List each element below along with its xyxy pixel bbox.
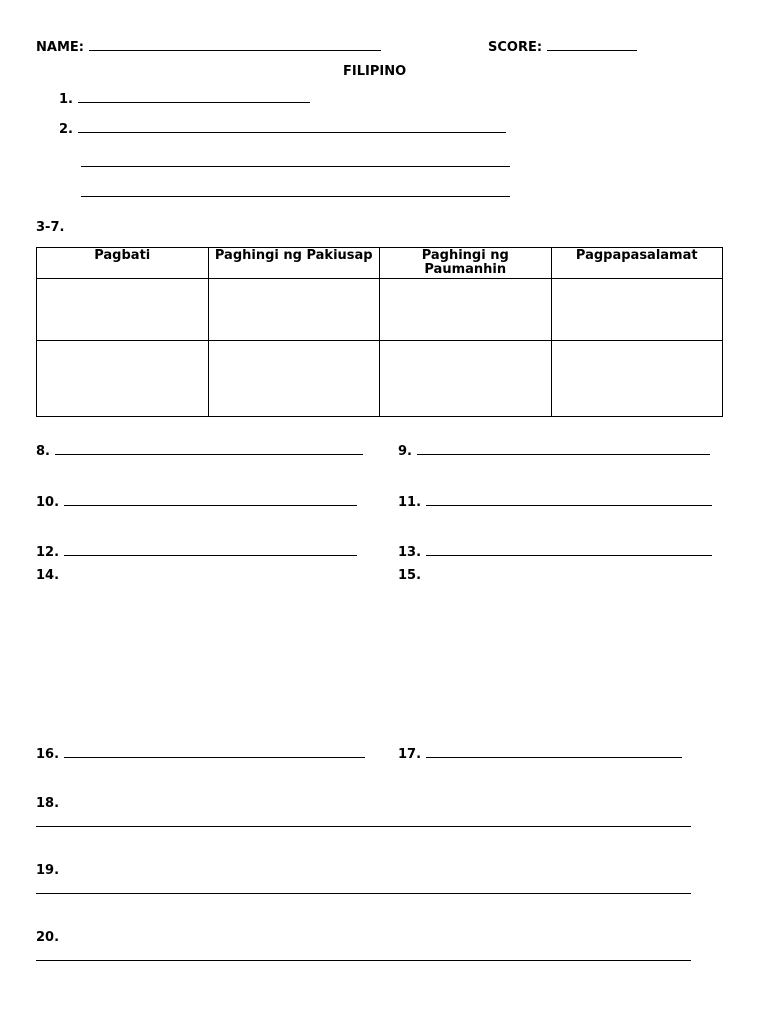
table-header: Paghingi ng Paumanhin xyxy=(380,248,552,279)
item-17 xyxy=(398,745,682,762)
item-2 xyxy=(59,120,506,137)
table-header-row xyxy=(37,248,723,279)
page-title: FILIPINO xyxy=(343,64,407,79)
answer-line-2c[interactable] xyxy=(81,184,510,197)
item-number: 17. xyxy=(398,747,422,762)
item-number: 2. xyxy=(59,122,73,137)
answer-line-2a[interactable] xyxy=(78,120,506,133)
item-number: 16. xyxy=(36,747,60,762)
answer-line-2b[interactable] xyxy=(81,154,510,167)
answer-line-8[interactable] xyxy=(55,442,363,455)
item-15: 15. xyxy=(398,568,422,583)
item-number: 1. xyxy=(59,92,73,107)
table-cell[interactable] xyxy=(380,341,552,417)
item-19: 19. xyxy=(36,863,60,878)
table-cell[interactable] xyxy=(380,279,552,341)
item-20: 20. xyxy=(36,930,60,945)
answer-line-19[interactable] xyxy=(36,893,691,894)
answer-line-11[interactable] xyxy=(426,493,712,506)
item-9 xyxy=(398,442,710,459)
answer-line-10[interactable] xyxy=(64,493,357,506)
item-3-7: 3-7. xyxy=(36,220,65,235)
table-cell[interactable] xyxy=(208,279,380,341)
item-number: 9. xyxy=(398,444,412,459)
item-1 xyxy=(59,90,310,107)
answer-line-17[interactable] xyxy=(426,745,682,758)
name-row xyxy=(36,38,381,55)
table-cell[interactable] xyxy=(208,341,380,417)
answer-line-20[interactable] xyxy=(36,960,691,961)
name-field[interactable] xyxy=(89,38,381,51)
item-number: 13. xyxy=(398,545,422,560)
table-header: Pagbati xyxy=(37,248,209,279)
item-number: 8. xyxy=(36,444,50,459)
item-number: 12. xyxy=(36,545,60,560)
answer-line-13[interactable] xyxy=(426,543,712,556)
score-row xyxy=(488,38,637,55)
table-header: Pagpapasalamat xyxy=(551,248,723,279)
table-row xyxy=(37,279,723,341)
item-8 xyxy=(36,442,363,459)
score-label: SCORE: xyxy=(488,40,543,55)
item-16 xyxy=(36,745,365,762)
table-cell[interactable] xyxy=(37,341,209,417)
table-cell[interactable] xyxy=(551,279,723,341)
item-12 xyxy=(36,543,357,560)
answer-line-1[interactable] xyxy=(78,90,310,103)
table-row xyxy=(37,341,723,417)
item-13 xyxy=(398,543,712,560)
item-10 xyxy=(36,493,357,510)
item-14: 14. xyxy=(36,568,60,583)
table-cell[interactable] xyxy=(551,341,723,417)
answer-line-9[interactable] xyxy=(417,442,710,455)
answer-line-16[interactable] xyxy=(64,745,365,758)
table-header: Paghingi ng Pakiusap xyxy=(208,248,380,279)
item-11 xyxy=(398,493,712,510)
item-number: 11. xyxy=(398,495,422,510)
answer-line-18[interactable] xyxy=(36,826,691,827)
table-cell[interactable] xyxy=(37,279,209,341)
name-label: NAME: xyxy=(36,40,84,55)
answer-line-12[interactable] xyxy=(64,543,357,556)
item-18: 18. xyxy=(36,796,60,811)
item-number: 10. xyxy=(36,495,60,510)
answer-table xyxy=(36,247,723,417)
score-field[interactable] xyxy=(547,38,637,51)
